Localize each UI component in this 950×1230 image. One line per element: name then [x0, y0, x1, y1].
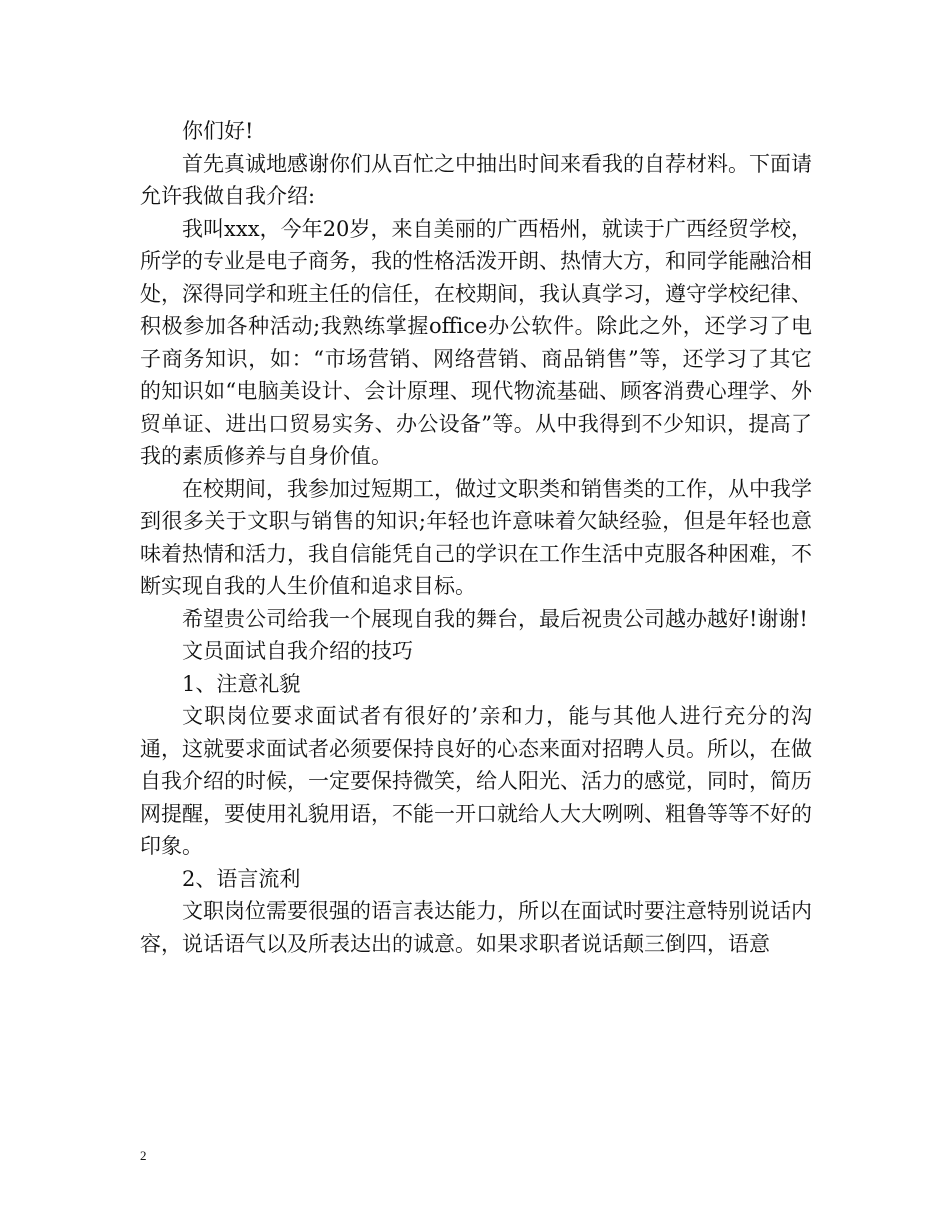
paragraph-closing-wish: 希望贵公司给我一个展现自我的舞台，最后祝贵公司越办越好!谢谢! — [182, 606, 808, 631]
section-heading-interview-tips: 文员面试自我介绍的技巧 — [182, 639, 413, 663]
document-body — [140, 115, 812, 960]
paragraph-fluent-language: 文职岗位需要很强的语言表达能力，所以在面试时要注意特别说话内容，说话语气以及所表达出的诚意。如果求职者说话颠三倒四，语意 — [140, 899, 812, 956]
page-number: 2 — [140, 1148, 147, 1163]
paragraph-greeting: 你们好! — [182, 119, 254, 143]
subheading-politeness: 1、注意礼貌 — [182, 671, 301, 696]
paragraph-school-experience: 在校期间，我参加过短期工，做过文职类和销售类的工作，从中我学到很多关于文职与销售的知识;年轻也许意味着欠缺经验，但是年轻也意味着热情和活力，我自信能凭自己的学识在工作生活中克服各种困难，不断实现自我的人生价值和追求目标。 — [140, 476, 812, 598]
paragraph-politeness: 文职岗位要求面试者有很好的’亲和力，能与其他人进行充分的沟通，这就要求面试者必须要保持良好的心态来面对招聘人员。所以，在做自我介绍的时候，一定要保持微笑，给人阳光、活力的感觉，同时，简历网提醒，要使用礼貌用语，不能一开口就给人大大咧咧、粗鲁等等不好的印象。 — [140, 704, 812, 858]
paragraph-thanks: 首先真诚地感谢你们从百忙之中抽出时间来看我的自荐材料。下面请允许我做自我介绍: — [140, 151, 812, 208]
subheading-fluent-language: 2、语言流利 — [182, 866, 301, 891]
paragraph-self-introduction: 我叫xxx，今年20岁，来自美丽的广西梧州，就读于广西经贸学校，所学的专业是电子商务，我的性格活泼开朗、热情大方，和同学能融洽相处，深得同学和班主任的信任，在校期间，我认真学习，遵守学校纪律、积极参加各种活动;我熟练掌握office办公软件。除此之外，还学习了电子商务知识，如：“市场营销、网络营销、商品销售”等，还学习了其它的知识如“电脑美设计、会计原理、现代物流基础、顾客消费心理学、外贸单证、进出口贸易实务、办公设备”等。从中我得到不少知识，提高了我的素质修养与自身价值。 — [140, 216, 812, 468]
